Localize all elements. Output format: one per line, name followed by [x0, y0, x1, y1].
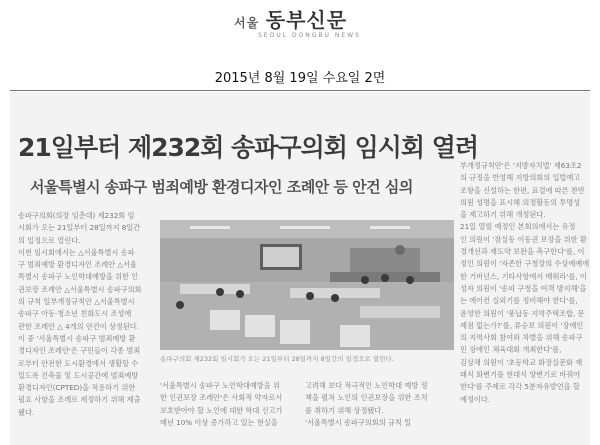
text-line: 의 규칙 일부개정규칙안 △서울특별시 — [18, 297, 135, 307]
text-line: 윤영한 의원이 '풍납동 지역주택조합, 문 — [460, 308, 585, 318]
text-line: 이 중 '서울특별시 송파구 범죄예방 환 — [18, 333, 136, 343]
text-line: 매년 10% 이상 증가하고 있는 현실을 — [160, 417, 278, 427]
article-subhead: 서울특별시 송파구 범죄예방 환경디자인 조례안 등 안건 심의 — [30, 178, 413, 196]
text-line: 로부터 안전한 도시환경에서 생활할 수 — [18, 358, 139, 368]
article-headline: 21일부터 제232회 송파구의회 임시회 열려 — [18, 133, 479, 162]
bottom-column-left — [160, 380, 300, 445]
photo-caption: 송파구의회 제232회 임시회가 오는 21일부터 28일까지 8일간의 일정으로 열린다. — [160, 355, 394, 363]
text-line: 송파구 아동·청소년 친화도시 조성에 — [18, 309, 132, 319]
text-line: 인 의원이 '잠실동 이동권 보장을 위한 환 — [460, 234, 587, 244]
text-line: 한 인권보장 조례안'은 사회적 약자로서 — [160, 393, 283, 403]
text-line: 경개선과 재도약 보완을 촉구한다'를, 이 — [460, 247, 585, 257]
text-line: 을 제고하기 위해 개정된다. — [460, 210, 546, 220]
text-line: 고려해 보다 적극적인 노인학대 예방 정 — [305, 381, 428, 390]
text-line: 21일 열릴 예정인 본회의에서는 유정 — [460, 222, 576, 232]
text-line: 됐다. — [18, 407, 35, 417]
text-line: 경디자인 조례안'은 구민들이 각종 범죄 — [18, 346, 141, 356]
text-line: 는 에어컨 실외기를 정비해야 한다'를, — [460, 296, 578, 306]
text-line: 환경디자인(CPTED)을 적용하기 위한 — [18, 383, 136, 393]
dateline: 2015년 8월 19일 수요일 2면 — [214, 71, 386, 86]
council-session-photo — [160, 220, 454, 350]
text-line: 한 거버넌스, 기타사항에서 배워라'를, 이 — [460, 271, 587, 281]
text-line: 래식 화변기를 현대식 양변기로 바꿔야 — [460, 370, 581, 380]
logo-prefix: 서울 — [234, 16, 260, 30]
text-line: '서울특별시 송파구의회의 규칙 일 — [305, 417, 412, 427]
text-line: 를 취하기 위해 상정됐다. — [305, 405, 384, 415]
divider — [10, 90, 590, 91]
text-line: 필요 사항을 조례로 제정하기 위해 제출 — [18, 395, 141, 405]
text-line: 권보장 조례안 △서울특별시 송파구의회 — [18, 284, 142, 294]
text-line: 있도록 건축물 및 도시공간에 범죄예방 — [18, 370, 139, 380]
text-line: 송파구의회(의장 임춘대) 제232회 임 — [18, 211, 135, 220]
text-line: 의 규정을 반영해 지방의회의 입법예고 — [460, 173, 581, 183]
logo-subtitle: SEOUL DONGBU NEWS — [258, 32, 361, 39]
text-line: 예정이다. — [460, 394, 491, 404]
text-line: 특별시 송파구 노인학대예방을 위한 인 — [18, 272, 139, 282]
text-line: 의 지역사회 참여와 차별을 위해 송파구 — [460, 333, 583, 343]
text-line: 의 일정으로 열린다. — [18, 235, 81, 245]
text-line: 의원 성명을 표시해 의정활동의 투명성 — [460, 197, 581, 207]
right-column — [460, 160, 590, 445]
text-line: 구 범죄예방 환경디자인 조례안 △서울 — [18, 260, 137, 270]
text-line: 책을 펼쳐 노인의 인권보장을 위한 조치 — [305, 393, 428, 403]
text-line: 이번 임시회에서는 △서울특별시 송파 — [18, 247, 135, 257]
text-line: 제점 없는가?'를, 류승보 의원이 '장애인 — [460, 320, 584, 330]
text-line: 김상채 의원이 '초등학교 화장실문화 재 — [460, 357, 583, 367]
text-line: 시회가 오는 21일부터 28일까지 8일간 — [18, 223, 141, 233]
left-column — [18, 210, 146, 445]
text-line: 민 장애인 체육대회 개최한다'를, — [460, 345, 562, 355]
text-line: 한다'를 주제로 각각 5분자유발언을 할 — [460, 382, 580, 392]
text-line: '서울특별시 송파구 노인학대예방을 위 — [160, 381, 280, 390]
text-line: 조항을 신설하는 한편, 표결에 따른 찬반 — [460, 185, 585, 195]
logo-main: 동부신문 — [265, 8, 348, 32]
photo-illustration — [160, 220, 454, 350]
text-line: 관한 조례안 △ 4개의 안건이 상정된다. — [18, 321, 140, 331]
text-line: 부개정규칙안'은 '지방자치법' 제63조2 — [460, 161, 582, 170]
text-line: 정인 의원이 '자존한 구청장의 수상예예에 — [460, 259, 590, 269]
text-line: 보호받아야 할 노인에 대한 학대 신고가 — [160, 405, 283, 415]
text-line: 성자 의원이 '송파 구청을 여객 방지해'을 — [460, 283, 587, 293]
bottom-column-right — [305, 380, 455, 445]
newspaper-logo — [234, 4, 347, 33]
